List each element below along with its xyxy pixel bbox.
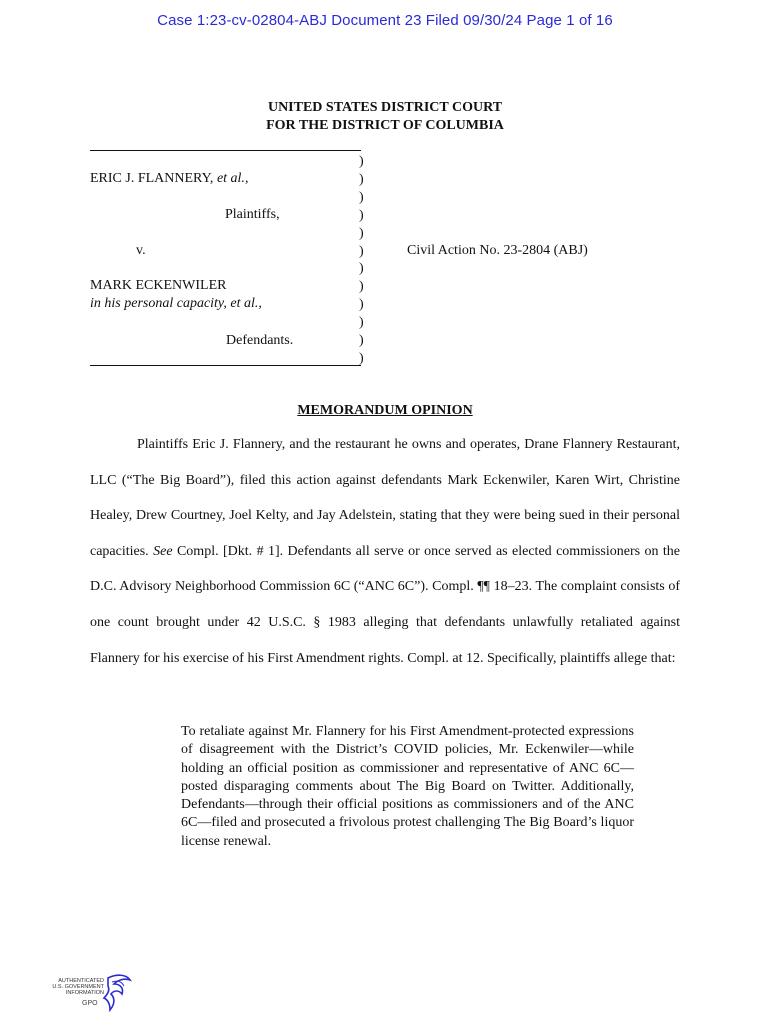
plaintiff-role: Plaintiffs, (225, 207, 280, 222)
document-title: MEMORANDUM OPINION (297, 403, 473, 418)
paren: ) (359, 261, 364, 277)
caption-bottom-rule (90, 365, 361, 366)
body-paragraph: Plaintiffs Eric J. Flannery, and the restaurant he owns and operates, Drane Flannery Restaurant, LLC (“The Big Board”), filed this action against defendants Mark Eckenwiler, Karen Wirt, Christine Healey, Drew Courtney, Joel Kelty, and Jay Adelstein, stating that they were being sued in their personal capacities. See Compl. [Dkt. # 1]. Defendants all serve or once served as elected commissioners on the D.C. Advisory Neighborhood Commission 6C (“ANC 6C”). Compl. ¶¶ 18–23. The complaint consists of one count brought under 42 U.S.C. § 1983 alleging that defendants unlawfully retaliated against Flannery for his exercise of his First Amendment rights. Compl. at 12. Specifically, plaintiffs allege that: (90, 437, 681, 666)
paren: ) (359, 154, 364, 169)
court-name-line1: UNITED STATES DISTRICT COURT (267, 100, 503, 115)
paren: ) (359, 207, 364, 223)
case-header: Case 1:23-cv-02804-ABJ Document 23 Filed 09/30/24 Page 1 of 16 (157, 12, 613, 29)
paren: ) (359, 171, 364, 187)
gpo-logo-text: AUTHENTICATED U.S. GOVERNMENT INFORMATION (52, 978, 104, 996)
paren: ) (359, 243, 364, 259)
caption-top-rule (90, 150, 361, 151)
gpo-label: GPO (82, 1000, 98, 1007)
defendant-role: Defendants. (226, 333, 294, 348)
paren: ) (359, 350, 364, 366)
caption-paren-column (359, 153, 364, 368)
defendant-name: MARK ECKENWILER (90, 278, 227, 293)
paren: ) (359, 225, 364, 241)
civil-action-number: Civil Action No. 23-2804 (ABJ) (407, 243, 588, 258)
court-name-line2: FOR THE DISTRICT OF COLUMBIA (266, 118, 504, 133)
gpo-authentication-logo (44, 972, 134, 1016)
paren: ) (359, 279, 364, 295)
paren: ) (359, 189, 364, 205)
eagle-icon (102, 972, 132, 1016)
paren: ) (359, 315, 364, 331)
plaintiff-name: ERIC J. FLANNERY, et al., (90, 171, 249, 186)
paren: ) (359, 333, 364, 349)
versus: v. (136, 243, 146, 258)
paren: ) (359, 297, 364, 313)
defendant-capacity: in his personal capacity, et al., (90, 296, 262, 311)
block-quote: To retaliate against Mr. Flannery for his First Amendment-protected expressions of disagreement with the District’s COVID policies, Mr. Eckenwiler—while holding an official position as commissioner and representative of ANC 6C—posted disparaging comments about The Big Board on Twitter. Additionally, Defendants—through their official positions as commissioners and of the ANC 6C—filed and prosecuted a frivolous protest challenging The Big Board’s liquor license renewal. (181, 724, 634, 849)
